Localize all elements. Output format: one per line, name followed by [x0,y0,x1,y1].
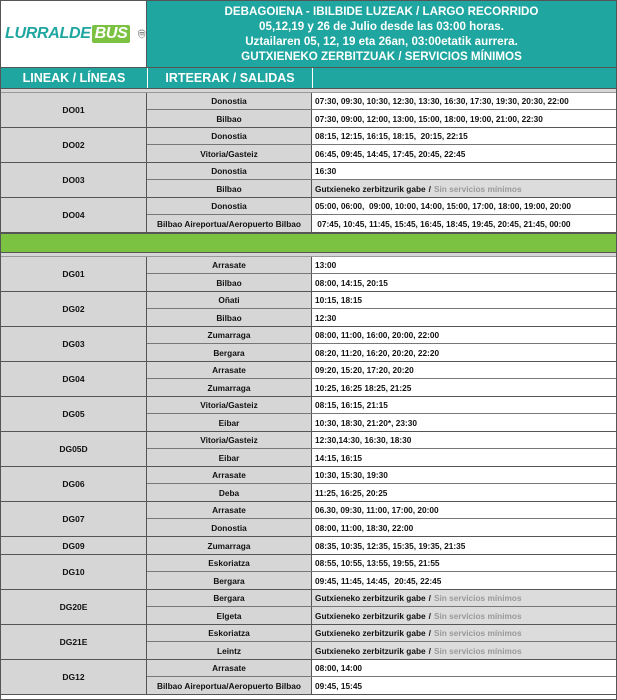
regional-section [1,257,616,695]
destination: Arrasate [147,467,312,483]
title-line: DEBAGOIENA - IBILBIDE LUZEAK / LARGO RECORRIDO [224,5,539,18]
destination: Donostia [147,198,312,214]
logo-main-text: LURRALDE [5,25,91,42]
departure-times: 06.30, 09:30, 11:00, 17:00, 20:00 [312,502,616,518]
departure-times: 08:00, 11:00, 16:00, 20:00, 22:00 [312,327,616,343]
table-row [147,555,616,572]
destination: Deba [147,484,312,501]
no-service-es: Sin servicios mínimos [433,593,522,603]
line-code: DG20E [1,590,147,624]
no-service-note [312,180,616,197]
line-group [1,432,616,467]
departure-times: 09:45, 11:45, 14:45, 20:45, 22:45 [312,572,616,589]
line-code: DG03 [1,327,147,361]
no-service-note [312,607,616,624]
table-row [147,110,616,127]
departure-times: 12:30 [312,309,616,326]
departure-times: 13:00 [312,257,616,273]
table-row [147,309,616,326]
line-code: DG02 [1,292,147,326]
departure-times: 08:55, 10:55, 13:55, 19:55, 21:55 [312,555,616,571]
table-row [147,379,616,396]
line-code: DG09 [1,537,147,554]
destination: Leintz [147,642,312,659]
table-row [147,607,616,624]
line-code: DO03 [1,163,147,197]
destination: Bilbao Aireportua/Aeropuerto Bilbao [147,215,312,232]
destination: Donostia [147,93,312,109]
destination: Vitoria/Gasteiz [147,432,312,448]
departures-column-header: IRTEERAK / SALIDAS [148,68,313,88]
line-group [1,327,616,362]
table-row [147,642,616,659]
line-code: DO01 [1,93,147,127]
table-row [147,590,616,607]
destination: Bergara [147,572,312,589]
no-service-es: Sin servicios mínimos [433,628,522,638]
line-group [1,362,616,397]
departure-times: 08:00, 11:00, 18:30, 22:00 [312,519,616,536]
departure-times: 09:45, 15:45 [312,677,616,694]
section-divider [1,233,616,253]
no-service-eu: Gutxieneko zerbitzurik gabe [315,610,426,621]
table-row [147,180,616,197]
destination: Bilbao [147,180,312,197]
table-row [147,625,616,642]
departure-times: 10:30, 15:30, 19:30 [312,467,616,483]
departure-times: 11:25, 16:25, 20:25 [312,484,616,501]
line-code: DG21E [1,625,147,659]
destination: Arrasate [147,502,312,518]
table-row [147,677,616,694]
table-row [147,660,616,677]
departure-times: 12:30,14:30, 16:30, 18:30 [312,432,616,448]
table-row [147,484,616,501]
table-row [147,449,616,466]
no-service-note [312,642,616,659]
destination: Bilbao [147,110,312,127]
logo-area [1,1,147,67]
destination: Vitoria/Gasteiz [147,145,312,162]
departure-times: 16:30 [312,163,616,179]
line-group [1,128,616,163]
destination: Oñati [147,292,312,308]
line-group [1,93,616,128]
destination: Arrasate [147,362,312,378]
departure-times: 08:15, 12:15, 16:15, 18:15, 20:15, 22:15 [312,128,616,144]
table-row [147,572,616,589]
departure-times: 10:30, 18:30, 21:20*, 23:30 [312,414,616,431]
destination: Eibar [147,449,312,466]
table-row [147,93,616,110]
no-service-separator: / [428,628,431,638]
departure-times: 08:35, 10:35, 12:35, 15:35, 19:35, 21:35 [312,537,616,554]
line-code: DG01 [1,257,147,291]
table-row [147,198,616,215]
table-row [147,519,616,536]
destination: Zumarraga [147,379,312,396]
destination: Vitoria/Gasteiz [147,397,312,413]
destination: Arrasate [147,660,312,676]
title-line: Uztailaren 05, 12, 19 eta 26an, 03:00etatik aurrera. [245,35,518,48]
line-group [1,660,616,695]
destination: Bergara [147,590,312,606]
line-code: DO04 [1,198,147,232]
lurraldebus-logo [5,25,130,43]
line-group [1,502,616,537]
no-service-note [312,590,616,606]
departure-times: 07:45, 10:45, 11:45, 15:45, 16:45, 18:45, 19:45, 20:45, 21:45, 00:00 [312,215,616,232]
line-group [1,555,616,590]
line-group [1,163,616,198]
line-group [1,257,616,292]
destination: Zumarraga [147,327,312,343]
table-row [147,537,616,554]
line-group [1,537,616,555]
departure-times: 08:15, 16:15, 21:15 [312,397,616,413]
no-service-separator: / [428,593,431,603]
no-service-es: Sin servicios mínimos [433,610,522,621]
title-line: GUTXIENEKO ZERBITZUAK / SERVICIOS MÍNIMOS [241,50,522,63]
table-row [147,215,616,232]
no-service-es: Sin servicios mínimos [433,645,522,656]
departure-times: 09:20, 15:20, 17:20, 20:20 [312,362,616,378]
table-row [147,274,616,291]
no-service-eu: Gutxieneko zerbitzurik gabe [315,628,426,638]
destination: Bergara [147,344,312,361]
line-code: DO02 [1,128,147,162]
departure-times: 07:30, 09:00, 12:00, 13:00, 15:00, 18:00, 19:00, 21:00, 22:30 [312,110,616,127]
table-row [147,257,616,274]
no-service-separator: / [428,610,431,621]
table-row [147,344,616,361]
title-line: 05,12,19 y 26 de Julio desde las 03:00 horas. [259,20,504,33]
table-row [147,502,616,519]
line-group [1,198,616,233]
no-service-eu: Gutxieneko zerbitzurik gabe [315,645,426,656]
table-row [147,145,616,162]
departure-times: 05:00, 06:00, 09:00, 10:00, 14:00, 15:00, 17:00, 18:00, 19:00, 20:00 [312,198,616,214]
line-group [1,590,616,625]
no-service-separator: / [428,183,431,194]
no-service-es: Sin servicios mínimos [433,183,522,194]
destination: Donostia [147,128,312,144]
departure-times: 06:45, 09:45, 14:45, 17:45, 20:45, 22:45 [312,145,616,162]
no-service-separator: / [428,645,431,656]
line-code: DG06 [1,467,147,501]
destination: Eskoriatza [147,555,312,571]
departure-times: 14:15, 16:15 [312,449,616,466]
line-code: DG05 [1,397,147,431]
table-row [147,397,616,414]
destination: Donostia [147,519,312,536]
table-row [147,163,616,180]
table-row [147,362,616,379]
line-code: DG07 [1,502,147,536]
line-code: DG12 [1,660,147,694]
line-code: DG10 [1,555,147,589]
table-row [147,414,616,431]
destination: Bilbao Aireportua/Aeropuerto Bilbao [147,677,312,694]
title-block [147,1,616,67]
line-group [1,625,616,660]
table-row [147,292,616,309]
line-group [1,397,616,432]
logo-bus-text: BUS [92,25,131,43]
no-service-eu: Gutxieneko zerbitzurik gabe [315,183,426,194]
table-row [147,128,616,145]
destination: Arrasate [147,257,312,273]
destination: Zumarraga [147,537,312,554]
departure-times: 07:30, 09:30, 10:30, 12:30, 13:30, 16:30, 17:30, 19:30, 20:30, 22:00 [312,93,616,109]
no-service-note [312,625,616,641]
gipuzkoa-shield-icon [138,19,146,49]
destination: Bilbao [147,274,312,291]
destination: Bilbao [147,309,312,326]
destination: Donostia [147,163,312,179]
departure-times: 08:20, 11:20, 16:20, 20:20, 22:20 [312,344,616,361]
destination: Elgeta [147,607,312,624]
destination: Eskoriatza [147,625,312,641]
header [1,1,616,67]
departure-times: 10:15, 18:15 [312,292,616,308]
lines-column-header: LINEAK / LÍNEAS [1,68,148,88]
line-group [1,292,616,327]
departure-times: 10:25, 16:25 18:25, 21:25 [312,379,616,396]
table-row [147,467,616,484]
no-service-eu: Gutxieneko zerbitzurik gabe [315,593,426,603]
long-distance-section [1,93,616,233]
line-group [1,467,616,502]
table-row [147,327,616,344]
destination: Eibar [147,414,312,431]
column-headers [1,67,616,89]
line-code: DG05D [1,432,147,466]
departure-times: 08:00, 14:00 [312,660,616,676]
line-code: DG04 [1,362,147,396]
departure-times: 08:00, 14:15, 20:15 [312,274,616,291]
table-row [147,432,616,449]
